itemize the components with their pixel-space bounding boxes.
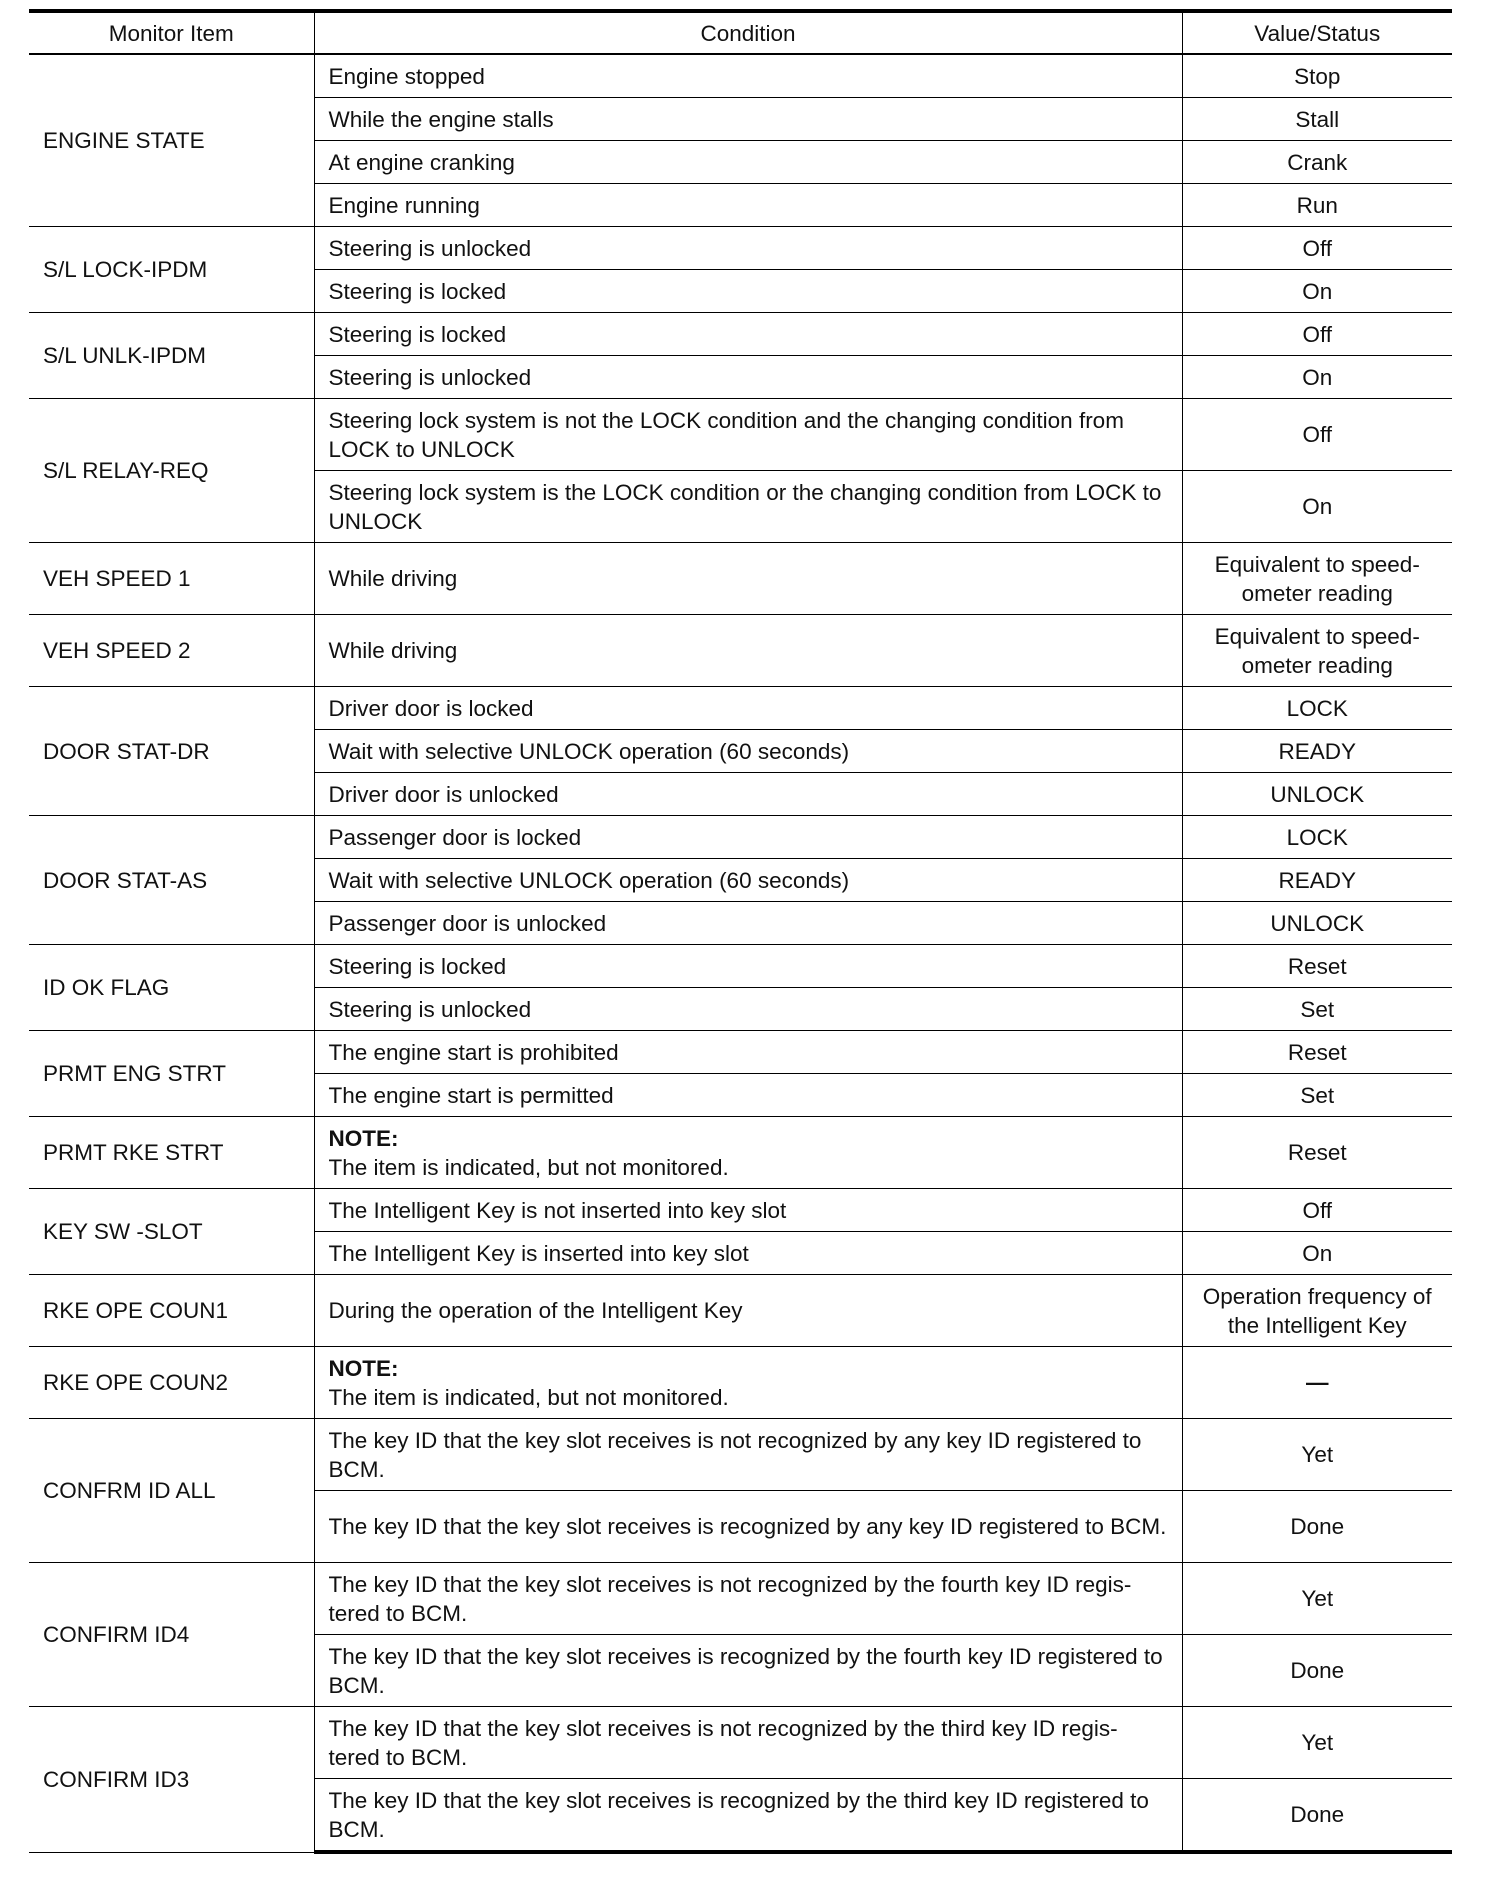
table-row xyxy=(29,1031,1452,1074)
value-status-cell: Stall xyxy=(1182,98,1452,141)
monitor-item-cell: CONFRM ID ALL xyxy=(29,1419,314,1563)
condition-cell: Driver door is unlocked xyxy=(314,773,1182,816)
table-row xyxy=(29,313,1452,356)
condition-cell: The engine start is permitted xyxy=(314,1074,1182,1117)
table-row xyxy=(29,1707,1452,1779)
monitor-item-cell: PRMT ENG STRT xyxy=(29,1031,314,1117)
table-row xyxy=(29,615,1452,687)
condition-cell xyxy=(314,1117,1182,1189)
table-row xyxy=(29,1347,1452,1419)
header-value-status: Value/Status xyxy=(1182,11,1452,54)
condition-cell: While the engine stalls xyxy=(314,98,1182,141)
value-status-cell: UNLOCK xyxy=(1182,773,1452,816)
note-label: NOTE: xyxy=(328,1355,399,1381)
value-status-cell: Yet xyxy=(1182,1419,1452,1491)
table-row xyxy=(29,816,1452,859)
condition-cell xyxy=(314,1347,1182,1419)
table-row xyxy=(29,1189,1452,1232)
condition-cell: Wait with selective UNLOCK operation (60 seconds) xyxy=(314,859,1182,902)
note-text: The item is indicated, but not monitored. xyxy=(328,1154,729,1180)
value-status-cell: Crank xyxy=(1182,141,1452,184)
value-status-cell: Off xyxy=(1182,399,1452,471)
value-status-cell: On xyxy=(1182,471,1452,543)
condition-cell: At engine cranking xyxy=(314,141,1182,184)
value-status-cell: Done xyxy=(1182,1491,1452,1563)
value-status-cell: Set xyxy=(1182,988,1452,1031)
condition-cell: Steering lock system is the LOCK condition or the changing condition from LOCK to UNLOCK xyxy=(314,471,1182,543)
table-row xyxy=(29,945,1452,988)
value-status-cell: Reset xyxy=(1182,1031,1452,1074)
condition-cell: During the operation of the Intelligent Key xyxy=(314,1275,1182,1347)
value-status-cell: Off xyxy=(1182,313,1452,356)
table-row xyxy=(29,1563,1452,1635)
condition-cell: The engine start is prohibited xyxy=(314,1031,1182,1074)
header-row xyxy=(29,11,1452,54)
value-status-cell: — xyxy=(1182,1347,1452,1419)
value-status-cell: Equivalent to speed-ometer reading xyxy=(1182,543,1452,615)
table-body xyxy=(29,54,1452,1852)
monitor-item-cell: ID OK FLAG xyxy=(29,945,314,1031)
condition-cell: Steering is locked xyxy=(314,313,1182,356)
value-status-cell: Yet xyxy=(1182,1563,1452,1635)
monitor-item-cell: RKE OPE COUN2 xyxy=(29,1347,314,1419)
monitor-item-cell: PRMT RKE STRT xyxy=(29,1117,314,1189)
condition-cell: The key ID that the key slot receives is recognized by the third key ID registered to BCM. xyxy=(314,1779,1182,1853)
monitor-item-cell: CONFIRM ID3 xyxy=(29,1707,314,1853)
condition-cell: While driving xyxy=(314,615,1182,687)
condition-cell: Wait with selective UNLOCK operation (60 seconds) xyxy=(314,730,1182,773)
condition-cell: Steering lock system is not the LOCK condition and the changing condition from LOCK to UNLOCK xyxy=(314,399,1182,471)
value-status-cell: Run xyxy=(1182,184,1452,227)
condition-cell: Passenger door is unlocked xyxy=(314,902,1182,945)
value-status-cell: READY xyxy=(1182,859,1452,902)
value-status-cell: LOCK xyxy=(1182,687,1452,730)
value-status-cell: Done xyxy=(1182,1635,1452,1707)
monitor-item-cell: VEH SPEED 2 xyxy=(29,615,314,687)
monitor-item-cell: S/L UNLK-IPDM xyxy=(29,313,314,399)
value-status-cell: On xyxy=(1182,356,1452,399)
condition-cell: Passenger door is locked xyxy=(314,816,1182,859)
condition-cell: Engine running xyxy=(314,184,1182,227)
condition-cell: Steering is locked xyxy=(314,270,1182,313)
note-label: NOTE: xyxy=(328,1125,399,1151)
condition-cell: While driving xyxy=(314,543,1182,615)
value-status-cell: Set xyxy=(1182,1074,1452,1117)
value-status-cell: Yet xyxy=(1182,1707,1452,1779)
condition-cell: Engine stopped xyxy=(314,54,1182,98)
monitor-item-cell: RKE OPE COUN1 xyxy=(29,1275,314,1347)
note-text: The item is indicated, but not monitored. xyxy=(328,1384,729,1410)
value-status-cell: UNLOCK xyxy=(1182,902,1452,945)
monitor-item-cell: S/L RELAY-REQ xyxy=(29,399,314,543)
table-row xyxy=(29,1419,1452,1491)
value-status-cell: Reset xyxy=(1182,945,1452,988)
condition-cell: The key ID that the key slot receives is not recognized by the third key ID regis-tered to BCM. xyxy=(314,1707,1182,1779)
table-row xyxy=(29,1275,1452,1347)
monitor-item-cell: VEH SPEED 1 xyxy=(29,543,314,615)
value-status-cell: Equivalent to speed-ometer reading xyxy=(1182,615,1452,687)
value-status-cell: On xyxy=(1182,270,1452,313)
condition-cell: The key ID that the key slot receives is not recognized by the fourth key ID regis-tered to BCM. xyxy=(314,1563,1182,1635)
table-row xyxy=(29,543,1452,615)
value-status-cell: On xyxy=(1182,1232,1452,1275)
table-row xyxy=(29,54,1452,98)
monitor-item-cell: DOOR STAT-AS xyxy=(29,816,314,945)
table-row xyxy=(29,1117,1452,1189)
value-status-cell: Operation frequency of the Intelligent Key xyxy=(1182,1275,1452,1347)
table-row xyxy=(29,399,1452,471)
condition-cell: The key ID that the key slot receives is recognized by any key ID registered to BCM. xyxy=(314,1491,1182,1563)
condition-cell: The Intelligent Key is not inserted into key slot xyxy=(314,1189,1182,1232)
value-status-cell: Stop xyxy=(1182,54,1452,98)
table-row xyxy=(29,227,1452,270)
header-condition: Condition xyxy=(314,11,1182,54)
condition-cell: Driver door is locked xyxy=(314,687,1182,730)
monitor-item-cell: DOOR STAT-DR xyxy=(29,687,314,816)
condition-cell: Steering is unlocked xyxy=(314,227,1182,270)
condition-cell: Steering is unlocked xyxy=(314,988,1182,1031)
monitor-item-cell: KEY SW -SLOT xyxy=(29,1189,314,1275)
condition-cell: Steering is locked xyxy=(314,945,1182,988)
condition-cell: The Intelligent Key is inserted into key slot xyxy=(314,1232,1182,1275)
header-monitor-item: Monitor Item xyxy=(29,11,314,54)
value-status-cell: Done xyxy=(1182,1779,1452,1853)
monitor-table xyxy=(29,9,1452,1854)
monitor-item-cell: CONFIRM ID4 xyxy=(29,1563,314,1707)
value-status-cell: READY xyxy=(1182,730,1452,773)
value-status-cell: Off xyxy=(1182,227,1452,270)
condition-cell: Steering is unlocked xyxy=(314,356,1182,399)
condition-cell: The key ID that the key slot receives is not recognized by any key ID registered to BCM. xyxy=(314,1419,1182,1491)
value-status-cell: Reset xyxy=(1182,1117,1452,1189)
table-row xyxy=(29,687,1452,730)
value-status-cell: Off xyxy=(1182,1189,1452,1232)
monitor-item-cell: ENGINE STATE xyxy=(29,54,314,227)
monitor-item-cell: S/L LOCK-IPDM xyxy=(29,227,314,313)
condition-cell: The key ID that the key slot receives is recognized by the fourth key ID registered to BCM. xyxy=(314,1635,1182,1707)
value-status-cell: LOCK xyxy=(1182,816,1452,859)
table-header xyxy=(29,11,1452,54)
